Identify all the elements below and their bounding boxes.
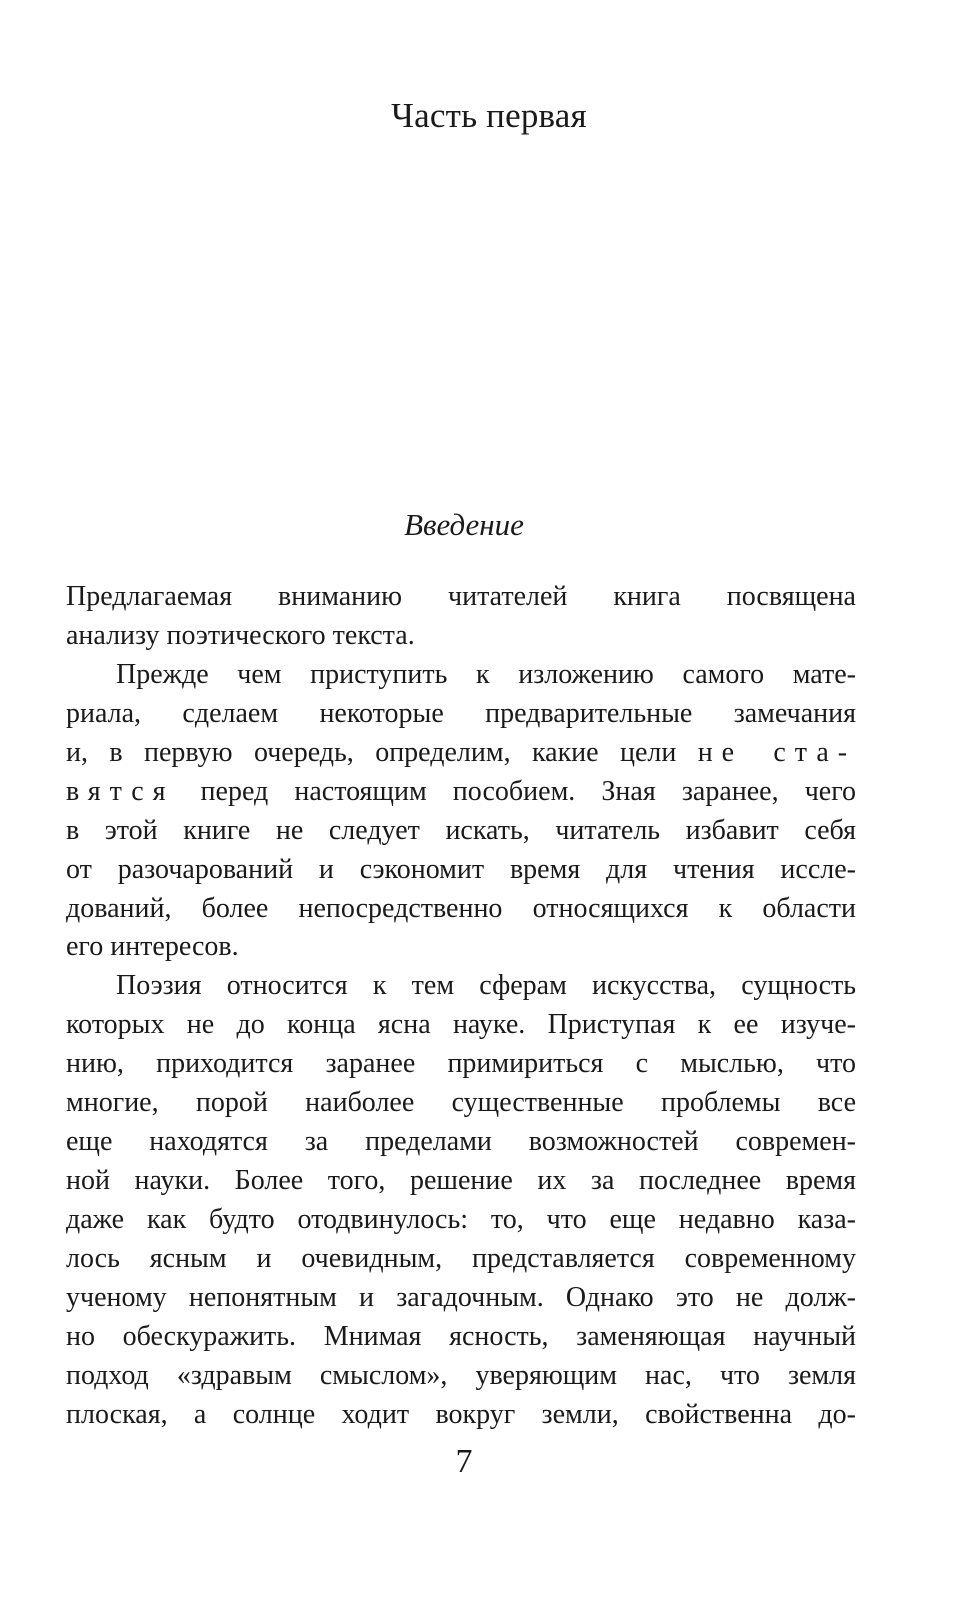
text-line: Предлагаемая вниманию читателей книга посвящена xyxy=(66,581,856,612)
text-line: Поэзия относится к тем сферам искусства, сущность xyxy=(116,970,856,1002)
text-line: дований, более непосредственно относящихся к области xyxy=(66,892,856,924)
text-line: нию, приходится заранее примириться с мыслью, что xyxy=(66,1048,856,1080)
text-line: но обескуражить. Мнимая ясность, заменяющая научный xyxy=(66,1320,856,1352)
spaced-emphasis: не ста- xyxy=(697,736,857,768)
page-number: 7 xyxy=(455,1443,473,1480)
text-line: в этой книге не следует искать, читатель избавит себя xyxy=(66,814,856,846)
part-title: Часть первая xyxy=(391,96,587,135)
text-line: многие, порой наиболее существенные проблемы все xyxy=(66,1087,856,1119)
body-text xyxy=(66,578,856,1435)
text-span: и, в первую очередь, определим, какие цели xyxy=(66,736,698,768)
text-line xyxy=(66,734,856,773)
text-line: от разочарований и сэкономит время для чтения иссле- xyxy=(66,853,856,885)
text-line: плоская, а солнце ходит вокруг земли, свойственна до- xyxy=(66,1398,856,1430)
text-line: его интересов. xyxy=(66,931,239,963)
text-line xyxy=(66,773,856,812)
text-line: подход «здравым смыслом», уверяющим нас, что земля xyxy=(66,1359,856,1391)
paragraph-3 xyxy=(66,967,856,1434)
text-line: еще находятся за пределами возможностей современ- xyxy=(66,1126,856,1158)
text-line: ученому непонятным и загадочным. Однако это не долж- xyxy=(66,1281,856,1313)
text-line: риала, сделаем некоторые предварительные замечания xyxy=(66,697,856,729)
text-span: перед настоящим пособием. Зная заранее, чего xyxy=(174,775,856,807)
text-line: анализу поэтического текста. xyxy=(66,619,415,651)
text-line: даже как будто отодвинулось: то, что еще недавно каза- xyxy=(66,1204,856,1235)
spaced-emphasis: вятся xyxy=(66,775,175,807)
text-line: ной науки. Более того, решение их за последнее время xyxy=(66,1165,856,1197)
text-line: Прежде чем приступить к изложению самого мате- xyxy=(116,658,856,690)
text-line: лось ясным и очевидным, представляется современному xyxy=(66,1242,856,1274)
paragraph-2 xyxy=(66,656,856,968)
text-line: которых не до конца ясна науке. Приступая к ее изуче- xyxy=(66,1009,856,1041)
paragraph-1 xyxy=(66,578,856,656)
section-title: Введение xyxy=(404,507,524,542)
